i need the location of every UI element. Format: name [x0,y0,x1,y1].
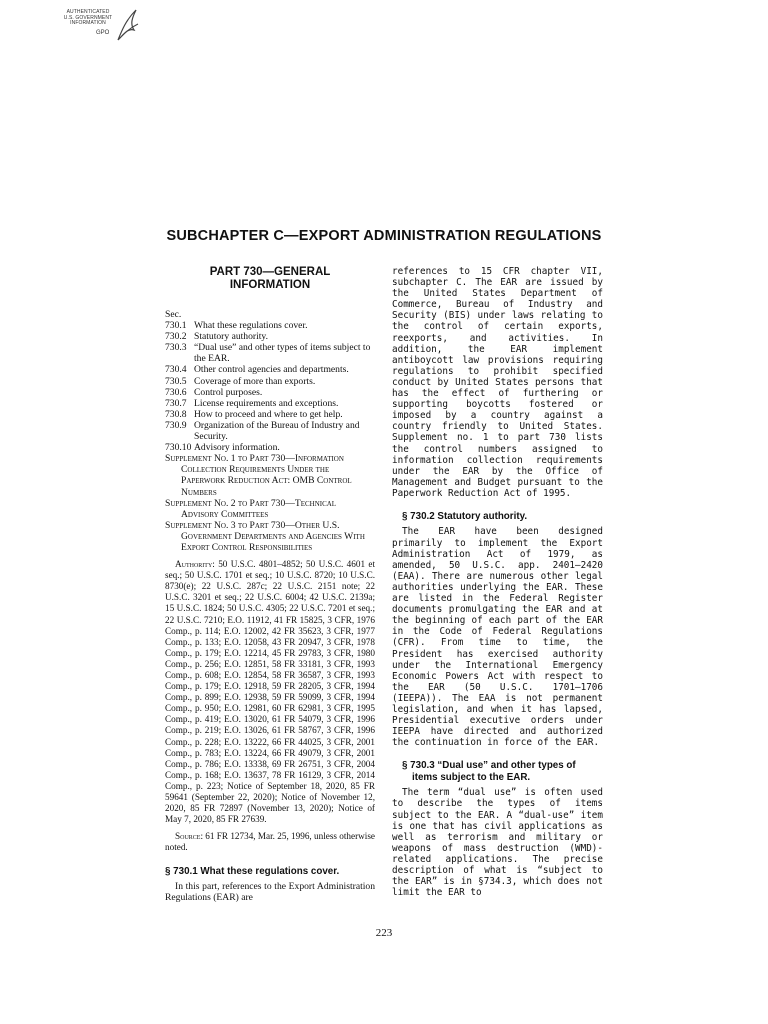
supplement-item[interactable]: Supplement No. 3 to Part 730—Other U.S. Government Departments and Agencies With Export Control Responsibilities [165,519,365,553]
eagle-icon [112,6,142,46]
toc-item[interactable]: 730.1 What these regulations cover. [165,320,308,332]
subchapter-title: SUBCHAPTER C—EXPORT ADMINISTRATION REGULATIONS [166,228,602,244]
toc-item[interactable]: 730.4 Other control agencies and departments. [165,364,349,376]
supplement-item[interactable]: Supplement No. 1 to Part 730—Information Collection Requirements Under the Paperwork Reduction Act: OMB Control Numbers [165,453,352,498]
source-citation: Source: 61 FR 12734, Mar. 25, 1996, unless otherwise noted. [165,831,376,853]
right-column [392,266,603,898]
authority-citation: Authority: 50 U.S.C. 4801–4852; 50 U.S.C. 4601 et seq.; 50 U.S.C. 1701 et seq.; 10 U.S.C. 8720; 10 U.S.C. 8730(e); 22 U.S.C. 287c; 22 U.S.C. 2151 note; 22 U.S.C. 3201 et seq.; 22 U.S.C. 6004; 42 U.S.C. 2139a; 15 U.S.C. 1824; 50 U.S.C. 4305; 22 U.S.C. 7201 et seq.; 22 U.S.C. 7210; E.O. 11912, 41 FR 15825, 3 CFR, 1976 Comp., p. 114; E.O. 12002, 42 FR 35623, 3 CFR, 1977 Comp., p. 133; E.O. 12058, 43 FR 20947, 3 CFR, 1978 Comp., p. 179; E.O. 12214, 45 FR 29783, 3 CFR, 1980 Comp., p. 256; E.O. 12851, 58 FR 33181, 3 CFR, 1993 Comp., p. 608; E.O. 12854, 58 FR 36587, 3 CFR, 1993 Comp., p. 179; E.O. 12918, 59 FR 28205, 3 CFR, 1994 Comp., p. 899; E.O. 12938, 59 FR 59099, 3 CFR, 1994 Comp., p. 950; E.O. 12981, 60 FR 62981, 3 CFR, 1995 Comp., p. 419; E.O. 13020, 61 FR 54079, 3 CFR, 1996 Comp., p. 219; E.O. 13026, 61 FR 58767, 3 CFR, 1996 Comp., p. 228; E.O. 13222, 66 FR 44025, 3 CFR, 2001 Comp., p. 783; E.O. 13224, 66 FR 49079, 3 CFR, 2001 Comp., p. 786; E.O. 13338, 69 FR 26751, 3 CFR, 2004 Comp., p. 168; E.O. 13637, 78 FR 16129, 3 CFR, 2014 Comp., p. 223; Notice of September 18, 2020, 85 FR 59641 (September 22, 2020); Notice of November 12, 2020, 85 FR 72897 (November 13, 2020); Notice of May 7, 2020, 85 FR 27639. [165,559,376,825]
section-730-3-text: The term “dual use” is often used to describe the types of items subject to the EAR. A “dual-use” item is one that has civil applications as well as terrorism and military or weapons of mass destruction (WMD)-related applications. The precise description of what is “subject to the EAR” is in §734.3, which does not limit the EAR to [392,787,603,899]
toc-item[interactable]: 730.7 License requirements and exceptions. [165,397,339,409]
toc-item[interactable]: 730.9 Organization of the Bureau of Industry and Security. [165,419,360,443]
section-730-3-heading: § 730.3 “Dual use” and other types of items subject to the EAR. [402,760,576,783]
gpo-authentication-logo [58,6,148,46]
section-730-1-heading: § 730.1 What these regulations cover. [165,865,340,877]
table-of-contents [165,320,375,453]
toc-item[interactable]: 730.3 “Dual use” and other types of items subject to the EAR. [165,342,371,365]
section-730-2-text: The EAR have been designed primarily to implement the Export Administration Act of 1979, as amended, 50 U.S.C. app. 2401–2420 (EAA). There are numerous other legal authorities underlying the EAR. These are listed in the Federal Register documents promulgating the EAR and at the beginning of each part of the EAR in the Code of Federal Regulations (CFR). From time to time, the President has exercised authority under the International Emergency Economic Powers Act with respect to the EAR (50 U.S.C. 1701–1706 (IEEPA)). The EAA is not permanent legislation, and when it has lapsed, Presidential executive orders under IEEPA have directed and authorized the continuation in force of the EAR. [392,526,603,749]
sec-label: Sec. [165,309,182,320]
gpo-label: GPO [96,30,110,36]
left-column [165,266,375,903]
logo-text: AUTHENTICATED U.S. GOVERNMENT INFORMATION [63,9,113,27]
section-730-1-text-continued: references to 15 CFR chapter VII, subchapter C. The EAR are issued by the United States Department of Commerce, Bureau of Industry and Security (BIS) under laws relating to the control of certain exports, reexports, and activities. In addition, the EAR implement antiboycott law provisions requiring regulations to prohibit specified conduct by United States persons that has the effect of furthering or supporting boycotts fostered or imposed by a country against a country friendly to United States. Supplement no. 1 to part 730 lists the control numbers assigned to information collection requirements under the EAR by the Office of Management and Budget pursuant to the Paperwork Reduction Act of 1995. [392,266,603,499]
page-number: 223 [375,927,393,939]
supplements-list [165,453,375,553]
supplement-item[interactable]: Supplement No. 2 to Part 730—Technical Advisory Committees [165,497,337,520]
toc-item[interactable]: 730.10 Advisory information. [165,442,280,454]
toc-item[interactable]: 730.5 Coverage of more than exports. [165,375,316,387]
section-730-2-heading: § 730.2 Statutory authority. [402,510,528,522]
section-730-1-text-start: In this part, references to the Export Administration Regulations (EAR) are [165,880,375,903]
toc-item[interactable]: 730.8 How to proceed and where to get help. [165,408,343,420]
toc-item[interactable]: 730.6 Control purposes. [165,386,263,398]
toc-item[interactable]: 730.2 Statutory authority. [165,331,268,343]
part-title: PART 730—GENERAL INFORMATION [209,266,331,291]
